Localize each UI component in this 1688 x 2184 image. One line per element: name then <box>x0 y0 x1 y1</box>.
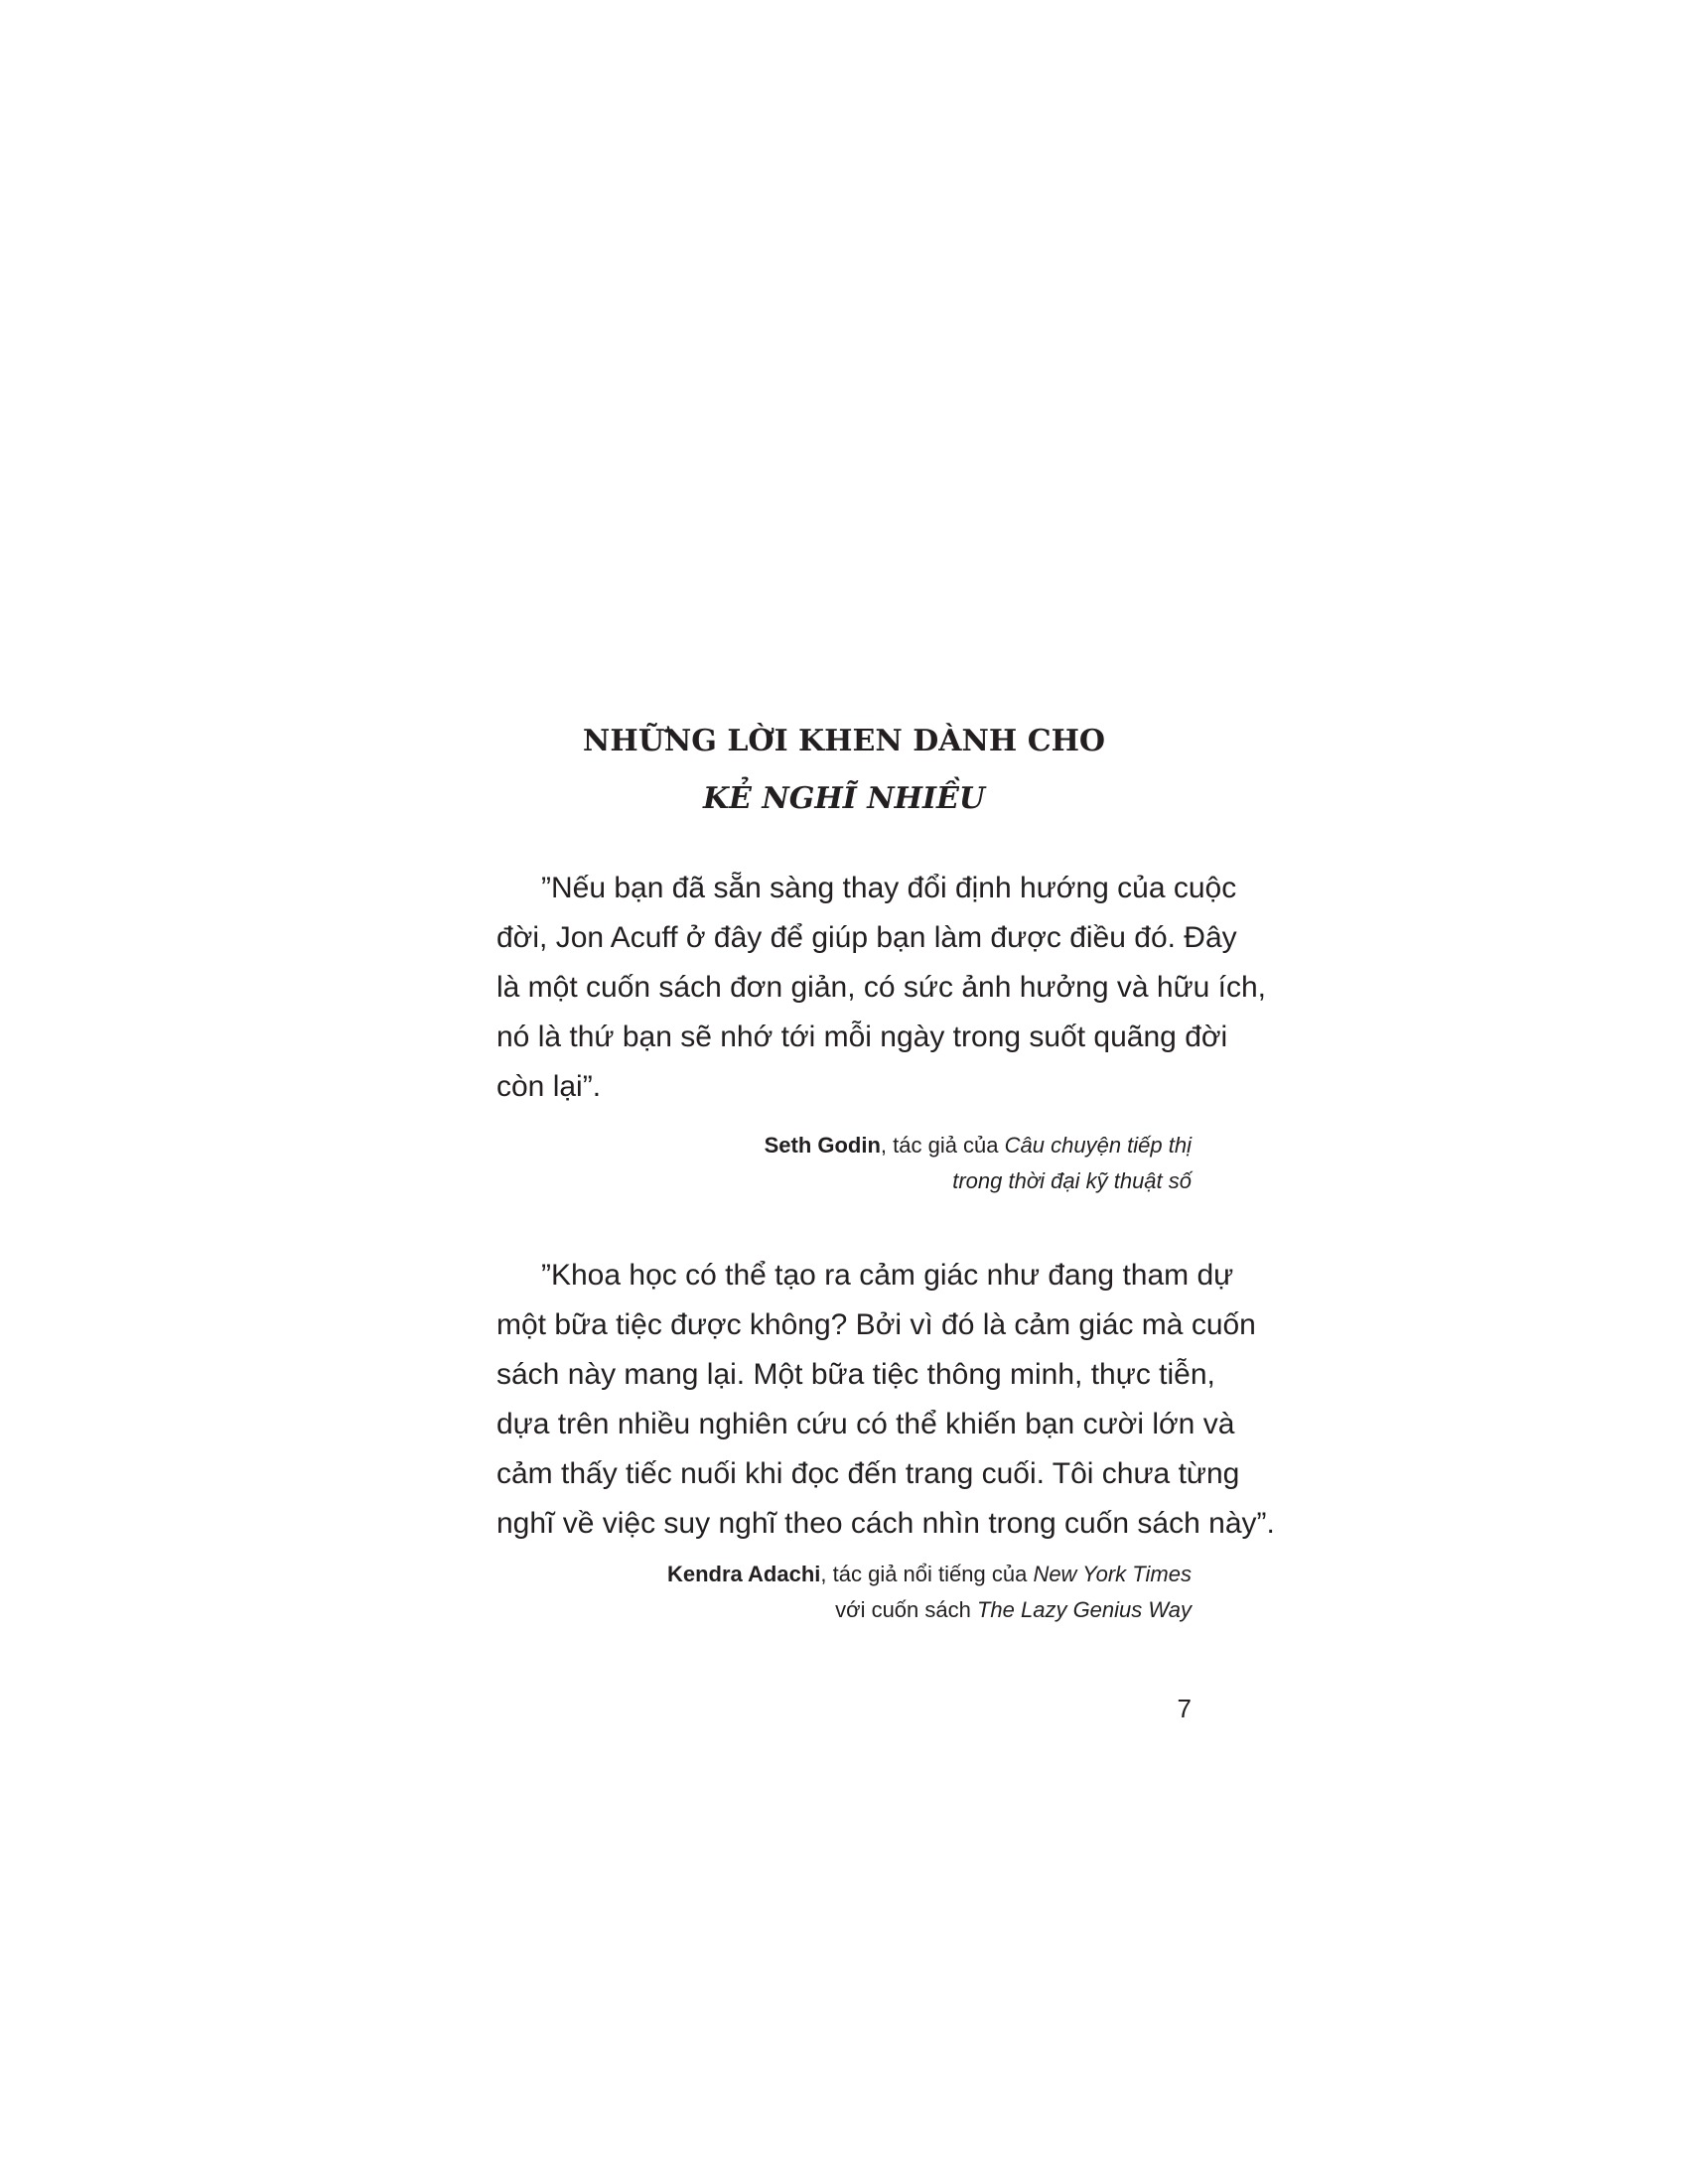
attribution-book-title: Câu chuyện tiếp thị <box>1004 1133 1192 1158</box>
section-heading: NHỮNG LỜI KHEN DÀNH CHO <box>582 724 1106 758</box>
testimonial-attribution-2-line2 <box>496 1592 1192 1628</box>
attribution-book-title: trong thời đại kỹ thuật số <box>952 1168 1192 1193</box>
testimonial-attribution-2 <box>496 1557 1192 1592</box>
quote-line: ”Khoa học có thể tạo ra cảm giác như đang tham dự <box>541 1259 1234 1292</box>
testimonial-attribution-1 <box>496 1128 1192 1163</box>
quote-line: cảm thấy tiếc nuối khi đọc đến trang cuối. Tôi chưa từng <box>496 1457 1240 1490</box>
attribution-text: , tác giả nổi tiếng của <box>820 1562 1034 1586</box>
quote-line: một bữa tiệc được không? Bởi vì đó là cảm giác mà cuốn <box>496 1308 1256 1341</box>
quote-line: sách này mang lại. Một bữa tiệc thông minh, thực tiễn, <box>496 1358 1215 1391</box>
page-number: 7 <box>1177 1694 1192 1723</box>
attribution-text: với cuốn sách <box>835 1597 977 1622</box>
attribution-publication: New York Times <box>1033 1562 1192 1586</box>
quote-line: là một cuốn sách đơn giản, có sức ảnh hưởng và hữu ích, <box>496 971 1267 1004</box>
quote-line: nó là thứ bạn sẽ nhớ tới mỗi ngày trong suốt quãng đời <box>496 1021 1228 1053</box>
attribution-name: Seth Godin <box>764 1133 881 1158</box>
attribution-name: Kendra Adachi <box>666 1562 821 1586</box>
quote-line: ”Nếu bạn đã sẵn sàng thay đổi định hướng của cuộc <box>541 872 1237 904</box>
attribution-text: , tác giả của <box>880 1133 1005 1158</box>
book-title-heading: KẺ NGHĨ NHIỀU <box>702 781 986 816</box>
attribution-book-title: The Lazy Genius Way <box>976 1597 1192 1622</box>
quote-line: dựa trên nhiều nghiên cứu có thể khiến bạn cười lớn và <box>496 1408 1235 1440</box>
quote-line: còn lại”. <box>496 1070 602 1103</box>
quote-line: đời, Jon Acuff ở đây để giúp bạn làm được điều đó. Đây <box>496 921 1237 954</box>
testimonial-attribution-1-line2 <box>496 1163 1192 1199</box>
quote-line: nghĩ về việc suy nghĩ theo cách nhìn trong cuốn sách này”. <box>496 1507 1275 1540</box>
